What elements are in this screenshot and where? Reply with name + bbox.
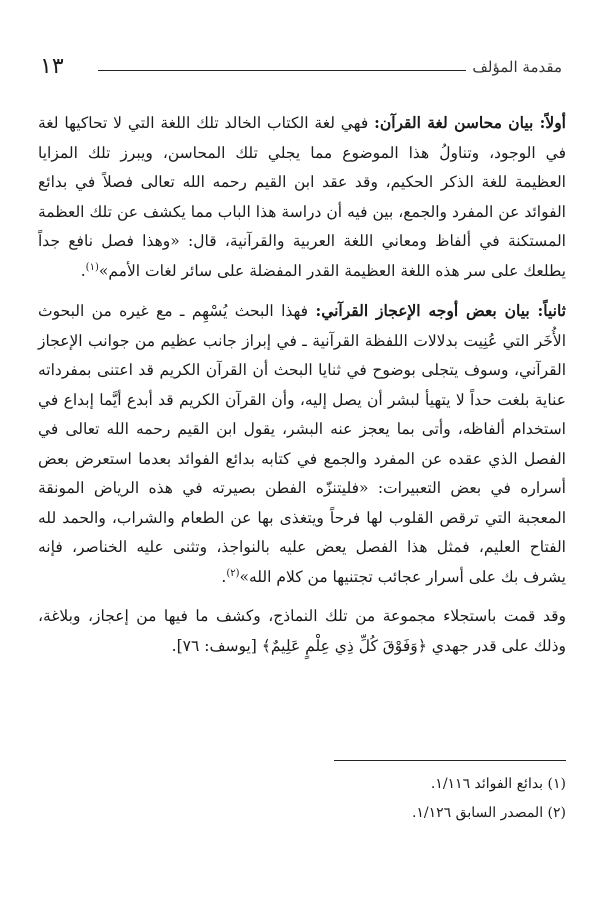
running-header (40, 52, 562, 82)
paragraph-1 (38, 108, 566, 286)
footnote-ref-1[interactable]: (١) (85, 261, 99, 273)
paragraph-3-text: وقد قمت باستجلاء مجموعة من تلك النماذج، وكشف ما فيها من إعجاز، وبلاغة، وذلك على قدر جهدي ﴿وَفَوْقَ كُلِّ ذِي عِلْمٍ عَلِيمٌ﴾ [يوسف: ٧٦]. (38, 607, 566, 655)
body-text (38, 108, 566, 671)
paragraph-1-tail: . (80, 261, 86, 280)
paragraph-2-text: فهذا البحث يُسْهِم ـ مع غيره من البحوث الأُخَر التي عُنِيت بدلالات اللفظة القرآنية ـ في إبراز جانب عظيم من جوانب الإعجاز القرآني، وسوف يتجلى بوضوح في ثنايا البحث أن القرآن الكريم قد اعتنى بمفرداته عناية بلغت حداً لا يتهيأ لبشر أن يصل إليه، وأن القرآن الكريم قد أبدع أيَّما إبداع في استخدام ألفاظه، وأتى بما يعجز عنه البشر، يقول ابن القيم رحمه الله تعالى في الفصل الذي عقده عن المفرد والجمع في كتابه بدائع الفوائد بعدما استعرض بعض أسراره في بعض التعبيرات: «فليتنزّه الفطن بصيرته في هذه الرياض المونقة المعجبة التي ترقص القلوب لها فرحاً ويتغذى بها عن الطعام والشراب، والحمد لله الفتاح العليم، فمثل هذا الفصل يعض عليه بالنواجذ، وتثنى عليه الخناصر، فإنه يشرف بك على أسرار عجائب تجتنيها من كلام الله» (38, 302, 566, 586)
header-title: مقدمة المؤلف (472, 58, 562, 76)
footnote-ref-2[interactable]: (٢) (226, 567, 240, 579)
paragraph-2-heading: ثانياً: بيان بعض أوجه الإعجاز القرآني: (315, 301, 566, 320)
paragraph-1-heading: أولاً: بيان محاسن لغة القرآن: (374, 113, 566, 132)
footnote-2: (٢) المصدر السابق ١/١٢٦. (411, 805, 566, 821)
paragraph-2-tail: . (221, 567, 227, 586)
header-rule (98, 70, 466, 71)
paragraph-2 (38, 296, 566, 592)
footnote-1: (١) بدائع الفوائد ١/١١٦. (430, 776, 566, 792)
footnotes (38, 770, 566, 828)
paragraph-3 (38, 602, 566, 661)
paragraph-1-text: فهي لغة الكتاب الخالد تلك اللغة التي لا تحاكيها لغة في الوجود، وتناولُ هذا الموضوع مما يجلي تلك المحاسن، ويبرز تلك المزايا العظيمة للغة الذكر الحكيم، وقد عقد ابن القيم رحمه الله تعالى فصلاً في بدائع الفوائد عن المفرد والجمع، بين فيه أن دراسة هذا الباب مما يكشف عن تلك العظمة المستكنة في ألفاظ ومعاني اللغة العربية والقرآنية، قال: «وهذا فصل نافع جداً يطلعك على سر هذه اللغة العظيمة القدر المفضلة على سائر لغات الأمم» (38, 114, 566, 280)
footnote-rule (334, 760, 566, 761)
page-number: ١٣ (40, 54, 64, 79)
